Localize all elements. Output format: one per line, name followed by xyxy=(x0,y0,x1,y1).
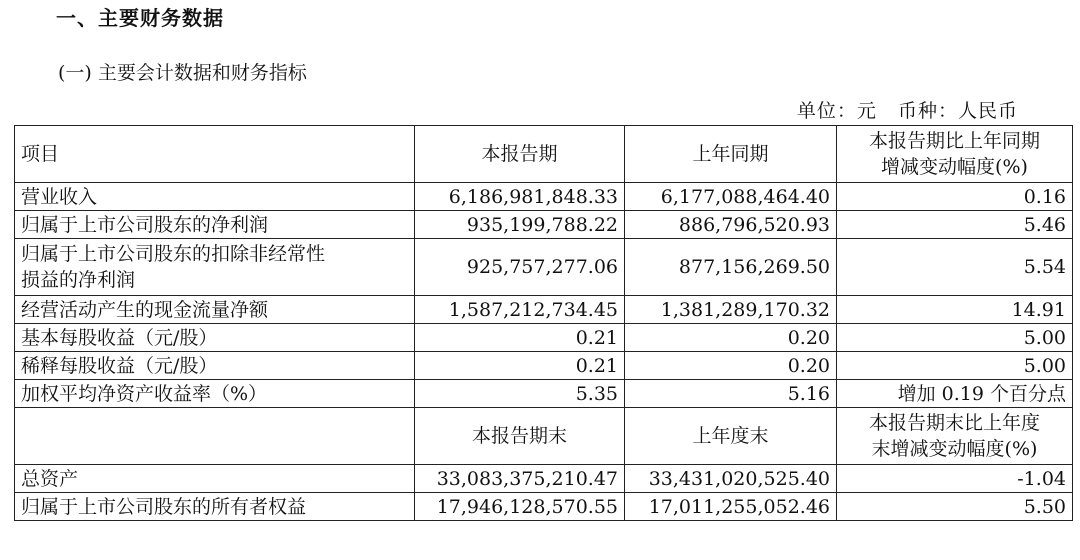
row-prior: 1,381,289,170.32 xyxy=(625,296,837,324)
row-prior: 0.20 xyxy=(625,352,837,380)
table-header-row xyxy=(15,126,1073,183)
row-current: 17,946,128,570.55 xyxy=(415,493,625,521)
table-header-row xyxy=(15,408,1073,465)
table-row xyxy=(15,324,1073,352)
row-change: 5.46 xyxy=(837,211,1073,239)
row-change: -1.04 xyxy=(837,465,1073,493)
table-row xyxy=(15,352,1073,380)
row-name: 归属于上市公司股东的所有者权益 xyxy=(15,493,415,521)
header-change-line1: 本报告期比上年同期 xyxy=(868,130,1040,152)
row-change: 5.00 xyxy=(837,324,1073,352)
table-row xyxy=(15,465,1073,493)
header-prior-year-end: 上年度末 xyxy=(625,408,837,465)
header-change-line2: 末增减变动幅度(%) xyxy=(871,438,1038,460)
row-current: 0.21 xyxy=(415,352,625,380)
row-name: 总资产 xyxy=(15,465,415,493)
header-current-period: 本报告期 xyxy=(415,126,625,183)
row-current: 925,757,277.06 xyxy=(415,239,625,296)
table-row xyxy=(15,239,1073,296)
row-name-line2: 损益的净利润 xyxy=(21,269,136,291)
header-change-pct xyxy=(837,408,1073,465)
row-prior: 886,796,520.93 xyxy=(625,211,837,239)
row-change: 14.91 xyxy=(837,296,1073,324)
row-change: 5.00 xyxy=(837,352,1073,380)
row-current: 0.21 xyxy=(415,324,625,352)
row-name: 经营活动产生的现金流量净额 xyxy=(15,296,415,324)
row-prior: 0.20 xyxy=(625,324,837,352)
row-prior: 17,011,255,052.46 xyxy=(625,493,837,521)
table-row xyxy=(15,493,1073,521)
header-change-line2: 增减变动幅度(%) xyxy=(881,156,1028,178)
row-change: 5.54 xyxy=(837,239,1073,296)
header-change-line1: 本报告期末比上年度 xyxy=(868,412,1040,434)
table-row xyxy=(15,380,1073,408)
unit-currency-line: 单位：元 币种：人民币 xyxy=(796,100,1018,122)
row-name: 稀释每股收益（元/股） xyxy=(15,352,415,380)
table-row xyxy=(15,296,1073,324)
row-prior: 33,431,020,525.40 xyxy=(625,465,837,493)
row-prior: 6,177,088,464.40 xyxy=(625,183,837,211)
row-change: 0.16 xyxy=(837,183,1073,211)
row-prior: 877,156,269.50 xyxy=(625,239,837,296)
row-current: 5.35 xyxy=(415,380,625,408)
section-heading: 一、主要财务数据 xyxy=(56,6,224,30)
header-period-end: 本报告期末 xyxy=(415,408,625,465)
row-change: 增加 0.19 个百分点 xyxy=(837,380,1073,408)
row-current: 33,083,375,210.47 xyxy=(415,465,625,493)
header-item: 项目 xyxy=(15,126,415,183)
row-current: 935,199,788.22 xyxy=(415,211,625,239)
row-current: 6,186,981,848.33 xyxy=(415,183,625,211)
financial-data-table xyxy=(14,125,1073,521)
row-name: 加权平均净资产收益率（%） xyxy=(15,380,415,408)
subsection-heading: (一) 主要会计数据和财务指标 xyxy=(58,62,307,84)
row-name: 归属于上市公司股东的净利润 xyxy=(15,211,415,239)
table-row xyxy=(15,211,1073,239)
row-name xyxy=(15,239,415,296)
row-name: 营业收入 xyxy=(15,183,415,211)
header-item-empty xyxy=(15,408,415,465)
row-change: 5.50 xyxy=(837,493,1073,521)
header-prior-period: 上年同期 xyxy=(625,126,837,183)
row-prior: 5.16 xyxy=(625,380,837,408)
row-name: 基本每股收益（元/股） xyxy=(15,324,415,352)
header-change-pct xyxy=(837,126,1073,183)
row-name-line1: 归属于上市公司股东的扣除非经常性 xyxy=(21,243,326,265)
table-row xyxy=(15,183,1073,211)
row-current: 1,587,212,734.45 xyxy=(415,296,625,324)
